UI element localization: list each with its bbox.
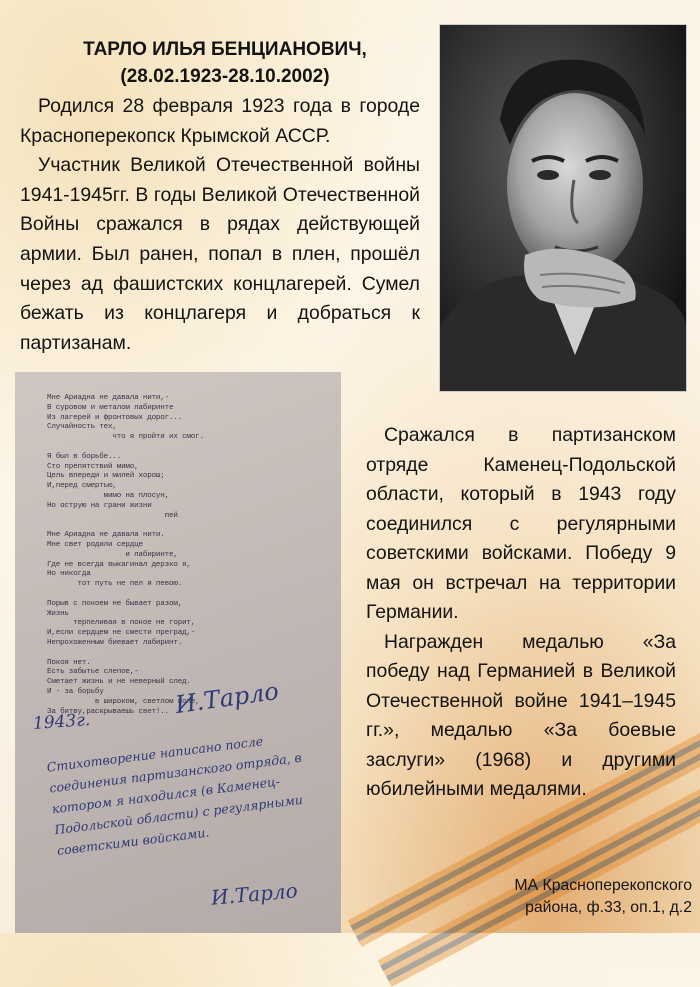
source-line: района, ф.33, оп.1, д.2: [525, 899, 692, 916]
page-title: [30, 36, 420, 90]
life-dates: (28.02.1923-28.10.2002): [120, 66, 330, 87]
person-name: ТАРЛО ИЛЬЯ БЕНЦИАНОВИЧ,: [83, 39, 367, 60]
bio-paragraph: Участник Великой Отечественной войны 1941-1945гг. В годы Великой Отечественной Войны сражался в рядах действующей армии. Был ранен, попал в плен, прошёл через ад фашистских концлагерей. Сумел бежать из концлагеря и добраться к партизанам.: [20, 154, 420, 354]
archival-poem-document: [15, 372, 341, 933]
typed-poem-text: Мне Ариадна не давала нити,- В суровом и металом лабиринте Из лагерей и фронтовых дорог... Случайность тех, что я пройти их смог. Я был в борьбе... Сто препятствий мимо, Цель впереди и милей хорош; И,перед смертью, мимо на плосун, Но острую на грани жизни пей Мне Ариадна не давала нити. Мне свет родили сердце и лабиринте, Где не всегда выкагинал дерзко я, Но никогда тот путь не пел я певою. Порыв с покоем не бывает разом, Жизнь терпеливая в покое не горит, И,если сердцем не смести преград,- Непрохоженным биевает лабиринт. Покоя нет. Есть забытье слепое,- Сметает жизнь и не неверный след. И - за борьбу в широком, светлом поле, За битву,раскрываешь свет!..: [47, 394, 204, 716]
handwritten-signature-2: И.Тарло: [210, 878, 299, 910]
bio-paragraph: Сражался в партизанском отряде Каменец-Подольской области, который в 1943 году соединился с регулярными советскими войсками. Победу 9 мая он встречал на территории Германии.: [366, 424, 676, 623]
biography-right: [366, 421, 676, 805]
bio-paragraph: Родился 28 февраля 1923 года в городе Красноперекопск Крымской АССР.: [20, 95, 420, 147]
bio-paragraph: Награжден медалью «За победу над Германией в Великой Отечественной войне 1941–1945 гг.», медалью «За боевые заслуги» (1968) и другими юбилейными медалями.: [366, 630, 676, 800]
handwritten-signature: И.Тарло: [173, 676, 281, 720]
handwritten-note: Стихотворение написано после соединения партизанского отряда, в котором я находился (в Каменец-Подольской области) с регулярными советскими войсками.: [45, 733, 304, 859]
source-line: МА Красноперекопского: [514, 877, 692, 894]
handwritten-year: 1943г.: [32, 710, 91, 734]
biography-top: [20, 92, 420, 358]
portrait-photo: [439, 24, 687, 392]
archive-source: [440, 875, 692, 919]
